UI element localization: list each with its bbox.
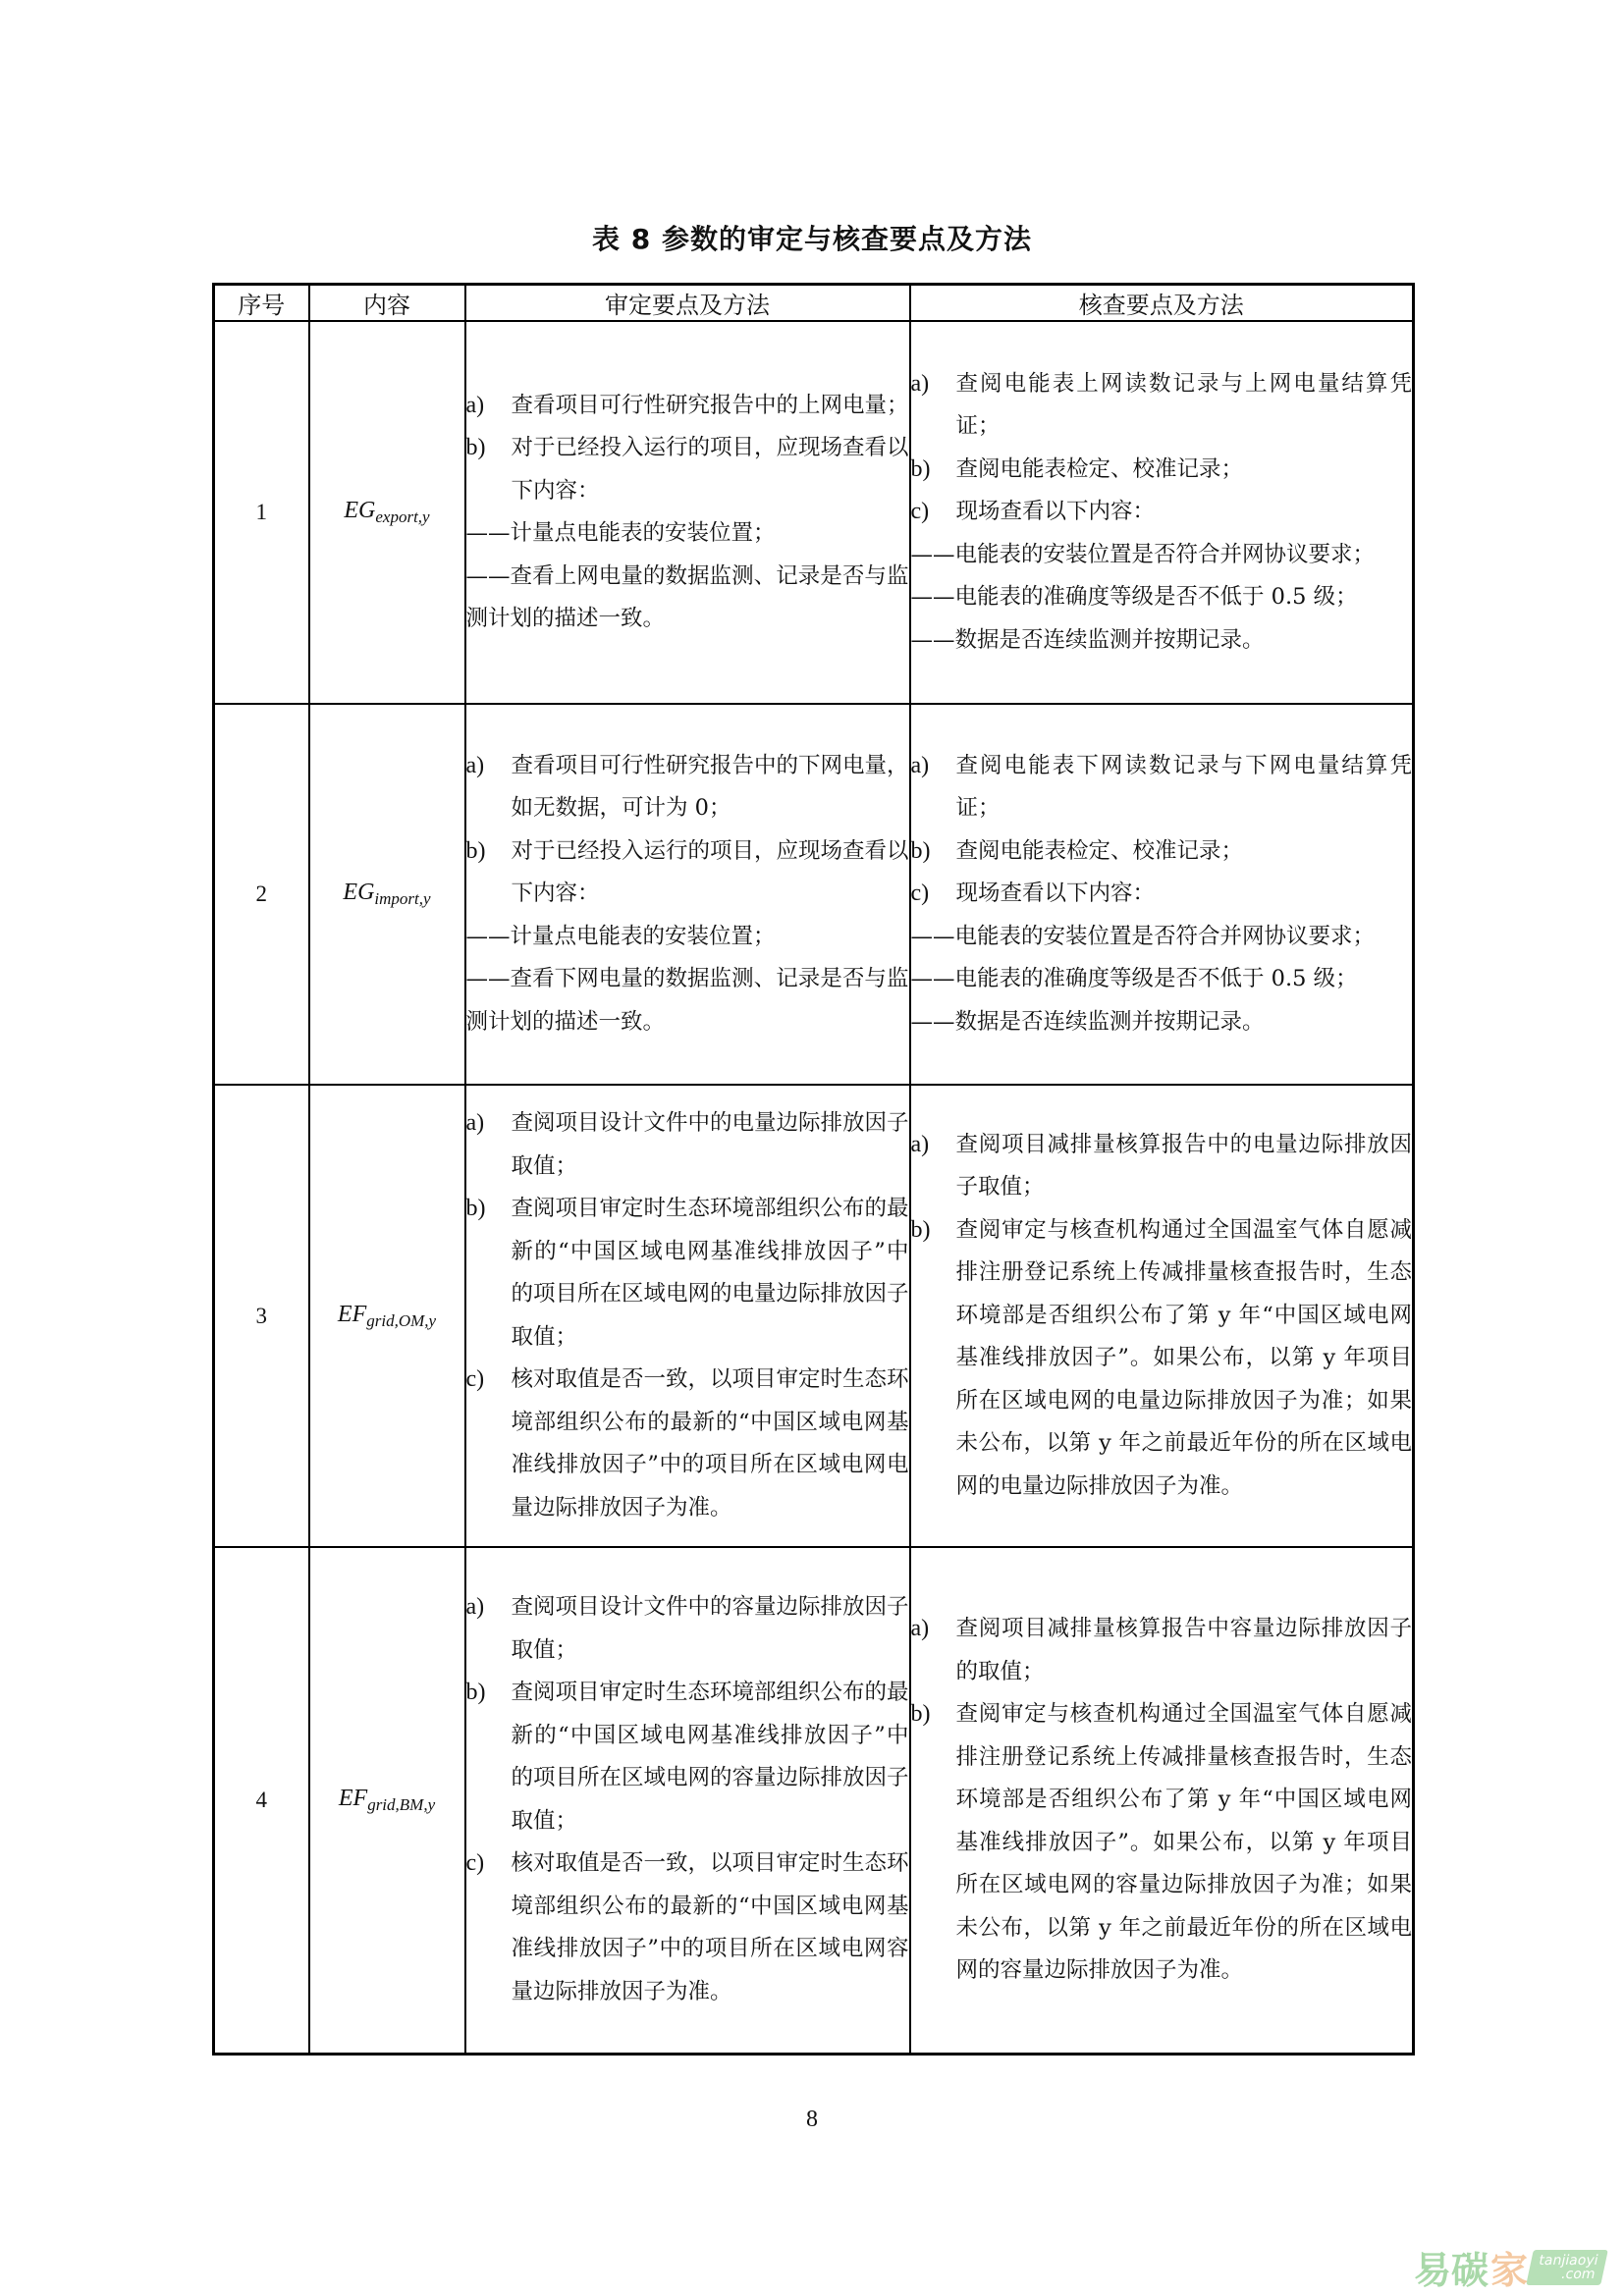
dash-item: ——查看上网电量的数据监测、记录是否与监测计划的描述一致。	[465, 562, 909, 631]
verification-cell	[910, 1547, 1414, 2054]
list-item-label: a)	[465, 392, 485, 418]
parameter-base: EG	[344, 498, 376, 523]
validation-cell	[465, 1547, 910, 2054]
list-item	[911, 1209, 1413, 1509]
verification-cell	[910, 321, 1414, 704]
list-item	[466, 427, 909, 512]
watermark-domain-line1: tanjiaoyi	[1537, 2252, 1600, 2269]
parameter-symbol	[309, 1085, 465, 1547]
list-item-label: c)	[465, 1850, 485, 1877]
list-item-text: 查阅项目审定时生态环境部组织公布的最新的“中国区域电网基准线排放因子”中的项目所在区域电网的容量边际排放因子取值；	[511, 1680, 909, 1834]
table-row	[214, 704, 1414, 1085]
parameter-subscript: export,y	[375, 507, 430, 526]
list-item-label: a)	[465, 1110, 485, 1136]
list-item-text: 现场查看以下内容：	[955, 499, 1156, 525]
table-row	[214, 321, 1414, 704]
list-item-text: 现场查看以下内容：	[955, 881, 1156, 907]
list-item-label: c)	[465, 1366, 485, 1392]
watermark-brand-orange: 家	[1490, 2249, 1529, 2292]
list-item-label: b)	[465, 435, 486, 460]
row-number: 1	[214, 321, 309, 704]
list-item	[466, 1359, 909, 1529]
dash-item: ——电能表的准确度等级是否不低于 0.5 级；	[910, 584, 1358, 611]
list-item-text: 查阅电能表检定、校准记录；	[955, 837, 1244, 864]
dash-item: ——电能表的安装位置是否符合并网协议要求；	[910, 923, 1376, 949]
list-item-label: b)	[910, 1701, 931, 1727]
parameter-table	[212, 283, 1415, 2056]
header-no: 序号	[214, 285, 309, 322]
list-item-label: c)	[910, 499, 930, 525]
list-item	[466, 830, 909, 916]
list-item	[466, 385, 909, 428]
list-item-text: 查阅项目设计文件中的容量边际排放因子取值；	[511, 1594, 909, 1663]
list-item	[466, 745, 909, 830]
list-item	[911, 873, 1413, 916]
parameter-base: EF	[337, 1301, 367, 1327]
list-item-text: 查阅电能表上网读数记录与上网电量结算凭证；	[955, 370, 1412, 440]
list-item-label: a)	[910, 752, 930, 778]
parameter-symbol	[309, 1547, 465, 2054]
list-item	[911, 745, 1413, 830]
table-row	[214, 1085, 1414, 1547]
watermark-domain-line2: .com	[1559, 2266, 1597, 2282]
list-item	[911, 491, 1413, 534]
row-number: 4	[214, 1547, 309, 2054]
list-item-text: 查阅项目减排量核算报告中的电量边际排放因子取值；	[955, 1131, 1412, 1201]
verification-cell	[910, 1085, 1414, 1547]
list-item-text: 查看项目可行性研究报告中的上网电量；	[511, 392, 909, 418]
list-item	[911, 1693, 1413, 1993]
header-validation: 审定要点及方法	[465, 285, 910, 322]
row-number: 2	[214, 704, 309, 1085]
list-item-text: 对于已经投入运行的项目，应现场查看以下内容：	[511, 837, 909, 907]
list-item-text: 核对取值是否一致，以项目审定时生态环境部组织公布的最新的“中国区域电网基准线排放因子”中的项目所在区域电网电量边际排放因子为准。	[511, 1366, 909, 1521]
list-item-label: b)	[465, 837, 486, 864]
watermark-domain-badge	[1526, 2250, 1608, 2285]
list-item-label: a)	[910, 1131, 930, 1157]
list-item-text: 对于已经投入运行的项目，应现场查看以下内容：	[511, 435, 909, 504]
parameter-base: EG	[343, 880, 375, 905]
dash-item: ——电能表的准确度等级是否不低于 0.5 级；	[910, 966, 1358, 992]
watermark-logo	[1414, 2240, 1604, 2294]
list-item	[911, 449, 1413, 492]
list-item	[911, 830, 1413, 874]
page-number: 8	[806, 2107, 818, 2132]
parameter-base: EF	[338, 1785, 368, 1811]
parameter-symbol	[309, 321, 465, 704]
list-item-text: 查阅项目减排量核算报告中容量边际排放因子的取值；	[955, 1616, 1412, 1684]
list-item-text: 查阅审定与核查机构通过全国温室气体自愿减排注册登记系统上传减排量核查报告时，生态环境部是否组织公布了第 y 年“中国区域电网基准线排放因子”。如果公布，以第 y 年项目所在区域电网的电量边际排放因子为准；如果未公布，以第 y 年之前最近年份的所在区域电网的电量边际排放因子为准。	[955, 1216, 1412, 1499]
validation-cell	[465, 704, 910, 1085]
header-verification: 核查要点及方法	[910, 285, 1414, 322]
dash-item: ——查看下网电量的数据监测、记录是否与监测计划的描述一致。	[465, 966, 909, 1035]
list-item	[466, 1672, 909, 1842]
list-item-label: a)	[465, 1594, 485, 1621]
validation-cell	[465, 321, 910, 704]
list-item-label: b)	[465, 1196, 486, 1221]
list-item	[911, 1124, 1413, 1209]
verification-cell	[910, 704, 1414, 1085]
row-number: 3	[214, 1085, 309, 1547]
list-item	[466, 1102, 909, 1188]
list-item	[466, 1188, 909, 1359]
list-item-text: 核对取值是否一致，以项目审定时生态环境部组织公布的最新的“中国区域电网基准线排放因子”中的项目所在区域电网容量边际排放因子为准。	[511, 1850, 909, 2004]
list-item-text: 查阅电能表检定、校准记录；	[955, 455, 1244, 482]
list-item-text: 查看项目可行性研究报告中的下网电量，如无数据，可计为 0；	[511, 752, 909, 822]
watermark-brand-green: 易碳	[1414, 2249, 1489, 2292]
list-item	[466, 1842, 909, 2013]
list-item-text: 查阅审定与核查机构通过全国温室气体自愿减排注册登记系统上传减排量核查报告时，生态环境部是否组织公布了第 y 年“中国区域电网基准线排放因子”。如果公布，以第 y 年项目所在区域电网的容量边际排放因子为准；如果未公布，以第 y 年之前最近年份的所在区域电网的容量边际排放因子为准。	[955, 1701, 1412, 1983]
dash-item: ——电能表的安装位置是否符合并网协议要求；	[910, 541, 1376, 567]
list-item-label: c)	[910, 881, 930, 907]
list-item-label: a)	[465, 752, 485, 778]
parameter-subscript: grid,BM,y	[367, 1794, 436, 1814]
dash-item: ——计量点电能表的安装位置；	[465, 520, 776, 546]
list-item-label: b)	[910, 455, 931, 482]
list-item-label: b)	[465, 1680, 486, 1706]
parameter-subscript: grid,OM,y	[366, 1310, 437, 1330]
table-title: 表 8 参数的审定与核查要点及方法	[592, 223, 1032, 255]
list-item-text: 查阅电能表下网读数记录与下网电量结算凭证；	[955, 752, 1412, 822]
dash-item: ——计量点电能表的安装位置；	[465, 923, 776, 949]
table-row	[214, 1547, 1414, 2054]
list-item-text: 查阅项目设计文件中的电量边际排放因子取值；	[511, 1110, 909, 1179]
dash-item: ——数据是否连续监测并按期记录。	[910, 626, 1265, 653]
list-item-label: a)	[910, 370, 930, 397]
list-item-label: a)	[910, 1616, 930, 1641]
list-item-label: b)	[910, 837, 931, 864]
dash-item: ——数据是否连续监测并按期记录。	[910, 1008, 1265, 1035]
parameter-symbol	[309, 704, 465, 1085]
validation-cell	[465, 1085, 910, 1547]
list-item-label: b)	[910, 1216, 931, 1243]
parameter-subscript: import,y	[374, 889, 431, 908]
list-item	[911, 1608, 1413, 1693]
list-item-text: 查阅项目审定时生态环境部组织公布的最新的“中国区域电网基准线排放因子”中的项目所在区域电网的电量边际排放因子取值；	[511, 1196, 909, 1350]
table-header-row	[214, 285, 1414, 322]
header-content: 内容	[309, 285, 465, 322]
list-item	[466, 1586, 909, 1672]
list-item	[911, 363, 1413, 449]
